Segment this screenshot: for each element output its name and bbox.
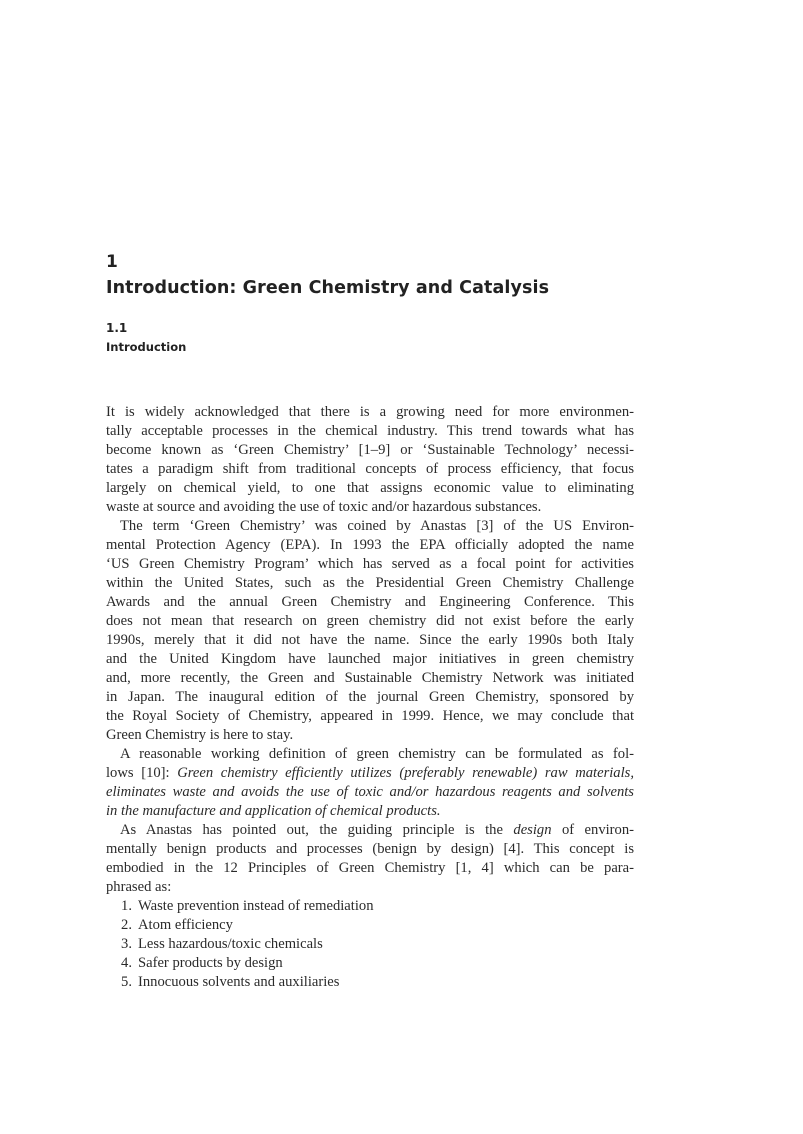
text-segment: Green Chemistry is here to stay. xyxy=(106,727,294,743)
paragraph xyxy=(106,745,634,821)
text-line xyxy=(106,840,634,859)
text-line xyxy=(106,783,634,802)
text-segment: of environ- xyxy=(551,822,634,838)
list-item xyxy=(106,954,634,973)
text-line xyxy=(106,422,634,441)
text-line xyxy=(106,631,634,650)
list-item xyxy=(106,897,634,916)
list-text: Less hazardous/toxic chemicals xyxy=(138,936,323,952)
text-segment: embodied in the 12 Principles of Green Chemistry [1, 4] which can be para- xyxy=(106,860,634,876)
text-segment: 1990s, merely that it did not have the name. Since the early 1990s both Italy xyxy=(106,632,634,648)
text-line xyxy=(106,593,634,612)
list-item xyxy=(106,973,634,992)
section-number: 1.1 xyxy=(106,321,128,335)
text-segment: As Anastas has pointed out, the guiding principle is the xyxy=(120,822,514,838)
text-line xyxy=(106,403,634,422)
italic-text: design xyxy=(513,822,552,838)
text-line xyxy=(106,859,634,878)
list-item xyxy=(106,935,634,954)
text-segment: Awards and the annual Green Chemistry and Engineering Conference. This xyxy=(106,594,634,610)
text-segment: mentally benign products and processes (benign by design) [4]. This concept is xyxy=(106,841,634,857)
italic-text: eliminates waste and avoids the use of toxic and/or hazardous reagents and solvents xyxy=(106,784,634,800)
text-line xyxy=(106,517,634,536)
text-segment: does not mean that research on green chemistry did not exist before the early xyxy=(106,613,634,629)
text-segment: lows [10]: xyxy=(106,765,178,781)
list-text: Waste prevention instead of remediation xyxy=(138,898,374,914)
text-segment: phrased as: xyxy=(106,879,172,895)
text-line xyxy=(106,764,634,783)
chapter-title: Introduction: Green Chemistry and Catalysis xyxy=(106,278,550,298)
list-item xyxy=(106,916,634,935)
text-line xyxy=(106,479,634,498)
list-number: 3. xyxy=(121,936,132,952)
text-segment: and the United Kingdom have launched major initiatives in green chemistry xyxy=(106,651,634,667)
text-segment: tally acceptable processes in the chemical industry. This trend towards what has xyxy=(106,423,634,439)
text-line xyxy=(106,802,634,821)
list-text: Safer products by design xyxy=(138,955,283,971)
text-line xyxy=(106,707,634,726)
text-line xyxy=(106,612,634,631)
list-number: 4. xyxy=(121,955,132,971)
principles-list xyxy=(106,897,634,992)
text-line xyxy=(106,878,634,897)
text-segment: and, more recently, the Green and Sustainable Chemistry Network was initiated xyxy=(106,670,634,686)
text-line xyxy=(106,536,634,555)
text-segment: ‘US Green Chemistry Program’ which has served as a focal point for activities xyxy=(106,556,634,572)
body-text xyxy=(106,403,634,992)
text-line xyxy=(106,821,634,840)
list-text: Atom efficiency xyxy=(138,917,233,933)
text-line xyxy=(106,726,634,745)
list-number: 5. xyxy=(121,974,132,990)
paragraph xyxy=(106,821,634,897)
text-line xyxy=(106,555,634,574)
text-segment: largely on chemical yield, to one that assigns economic value to eliminating xyxy=(106,480,634,496)
text-segment: waste at source and avoiding the use of toxic and/or hazardous substances. xyxy=(106,499,542,515)
text-line xyxy=(106,745,634,764)
list-number: 1. xyxy=(121,898,132,914)
text-segment: mental Protection Agency (EPA). In 1993 the EPA officially adopted the name xyxy=(106,537,634,553)
text-segment: It is widely acknowledged that there is a growing need for more environmen- xyxy=(106,404,634,420)
text-segment: tates a paradigm shift from traditional concepts of process efficiency, that focus xyxy=(106,461,634,477)
text-line xyxy=(106,650,634,669)
section-title: Introduction xyxy=(106,340,187,354)
text-segment: the Royal Society of Chemistry, appeared in 1999. Hence, we may conclude that xyxy=(106,708,634,724)
text-segment: within the United States, such as the Presidential Green Chemistry Challenge xyxy=(106,575,634,591)
text-segment: in Japan. The inaugural edition of the journal Green Chemistry, sponsored by xyxy=(106,689,634,705)
text-line xyxy=(106,460,634,479)
text-line xyxy=(106,574,634,593)
text-line xyxy=(106,669,634,688)
italic-text: in the manufacture and application of chemical products. xyxy=(106,803,441,819)
text-segment: A reasonable working definition of green chemistry can be formulated as fol- xyxy=(120,746,634,762)
text-line xyxy=(106,688,634,707)
list-number: 2. xyxy=(121,917,132,933)
list-text: Innocuous solvents and auxiliaries xyxy=(138,974,340,990)
text-line xyxy=(106,441,634,460)
paragraph xyxy=(106,517,634,745)
chapter-number: 1 xyxy=(106,252,118,272)
italic-text: Green chemistry efficiently utilizes (preferably renewable) raw materials, xyxy=(177,765,634,781)
text-segment: The term ‘Green Chemistry’ was coined by Anastas [3] of the US Environ- xyxy=(120,518,634,534)
text-segment: become known as ‘Green Chemistry’ [1–9] or ‘Sustainable Technology’ necessi- xyxy=(106,442,634,458)
text-line xyxy=(106,498,634,517)
paragraph xyxy=(106,403,634,517)
